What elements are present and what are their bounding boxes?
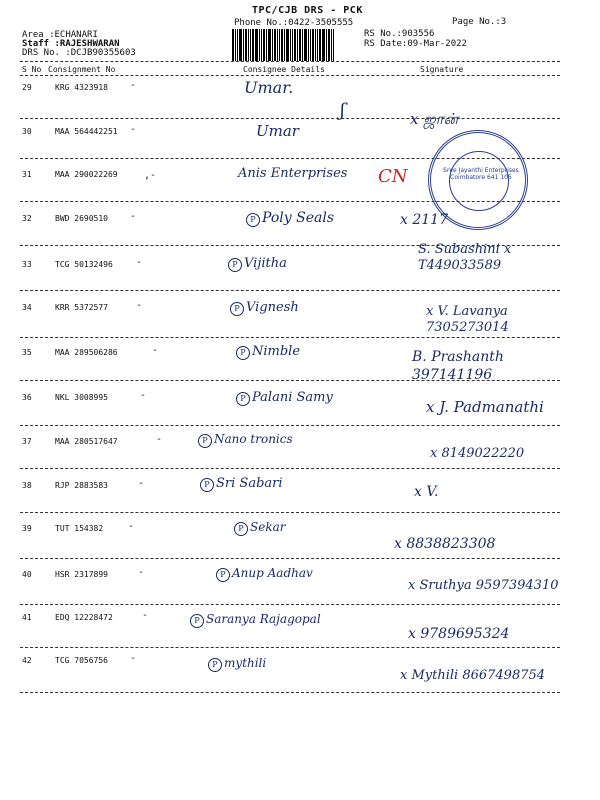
circled-p-icon: P — [236, 392, 250, 406]
phone-number: Phone No.:0422-3505555 — [234, 18, 354, 28]
row-sno: 33 — [22, 260, 32, 269]
row-rule — [20, 118, 560, 119]
header-rule-bottom — [20, 75, 560, 76]
row-consignment-no: MAA 280517647 — [55, 437, 118, 446]
barcode-bar — [312, 29, 314, 61]
barcode-bar — [232, 29, 234, 61]
row-consignee — [216, 566, 313, 582]
row-signature: CN — [378, 166, 408, 187]
barcode-bar — [322, 29, 325, 61]
row-signature: x 8838823308 — [394, 536, 496, 552]
row-consignment-no: KRR 5372577 — [55, 303, 108, 312]
row-consignee — [228, 256, 287, 272]
column-header-sno: S No — [22, 65, 42, 74]
barcode-bar — [245, 29, 247, 61]
row-consignment-no: KRG 4323918 — [55, 83, 108, 92]
circled-p-icon: P — [200, 478, 214, 492]
row-signature: x V. Lavanya 7305273014 — [426, 304, 509, 335]
row-consignee-text: Vignesh — [246, 300, 299, 315]
row-rule — [20, 337, 560, 338]
row-dash: - — [142, 610, 149, 621]
row-consignee: Umar. — [244, 78, 294, 97]
barcode-bar — [333, 29, 334, 61]
barcode-bar — [328, 29, 330, 61]
barcode-bar — [274, 29, 276, 61]
area-label: Area :ECHANARI — [22, 30, 98, 40]
row-consignee: Umar — [256, 122, 299, 140]
row-signature: x Mythili 8667498754 — [400, 668, 546, 683]
circled-p-icon: P — [236, 346, 250, 360]
barcode-bar — [281, 29, 283, 61]
row-consignee: Anis Enterprises — [238, 166, 348, 181]
barcode-bar — [286, 29, 289, 61]
column-header-consignment: Consignment No — [48, 65, 116, 74]
row-rule — [20, 647, 560, 648]
row-sno: 31 — [22, 170, 32, 179]
row-sno: 36 — [22, 393, 32, 402]
row-dash: - — [130, 124, 137, 135]
row-signature: x V. — [414, 484, 439, 500]
row-sno: 35 — [22, 348, 32, 357]
row-rule — [20, 425, 560, 426]
barcode-bar — [315, 29, 316, 61]
row-dash: ,- — [144, 170, 157, 181]
row-rule — [20, 692, 560, 693]
barcode-bar — [243, 29, 244, 61]
row-consignee-text: Nimble — [252, 344, 301, 359]
circled-p-icon: P — [190, 614, 204, 628]
barcode-bar — [248, 29, 249, 61]
row-consignment-no: HSR 2317899 — [55, 570, 108, 579]
circled-p-icon: P — [228, 258, 242, 272]
row-consignment-no: NKL 3008995 — [55, 393, 108, 402]
row-signature: x 2117 — [400, 212, 448, 228]
barcode-bar — [299, 29, 301, 61]
staff-label: Staff :RAJESHWARAN — [22, 39, 120, 49]
row-signature: x Sruthya 9597394310 — [408, 578, 559, 593]
row-consignment-no: EDQ 12228472 — [55, 613, 113, 622]
barcode-bar — [263, 29, 265, 61]
row-rule — [20, 558, 560, 559]
barcode-bar — [317, 29, 318, 61]
header-rule-top — [20, 61, 560, 62]
barcode-bar — [237, 29, 238, 61]
row-consignment-no: TCG 7056756 — [55, 656, 108, 665]
barcode-bar — [319, 29, 321, 61]
barcode-bar — [294, 29, 296, 61]
row-consignee — [236, 390, 333, 406]
row-consignment-no: MAA 564442251 — [55, 127, 118, 136]
row-sno: 40 — [22, 570, 32, 579]
row-dash: - — [136, 300, 143, 311]
rs-number: RS No.:903556 — [364, 29, 435, 39]
row-sno: 38 — [22, 481, 32, 490]
row-consignment-no: MAA 289506286 — [55, 348, 118, 357]
row-sno: 30 — [22, 127, 32, 136]
row-consignment-no: BWD 2690510 — [55, 214, 108, 223]
barcode-bar — [290, 29, 291, 61]
row-consignee-text: Anup Aadhav — [232, 566, 313, 580]
circled-p-icon: P — [230, 302, 244, 316]
circled-p-icon: P — [246, 213, 260, 227]
row-consignment-no: TUT 154382 — [55, 524, 104, 533]
barcode-bar — [235, 29, 236, 61]
page-number: Page No.:3 — [452, 17, 507, 27]
row-consignee-text: Saranya Rajagopal — [206, 612, 321, 626]
row-signature: B. Prashanth 397141196 — [412, 349, 504, 383]
row-dash: - — [156, 434, 163, 445]
circled-p-icon: P — [234, 522, 248, 536]
row-consignee — [190, 612, 321, 628]
row-dash: - — [138, 567, 145, 578]
barcode-bar — [284, 29, 285, 61]
row-rule — [20, 512, 560, 513]
barcode — [232, 29, 350, 61]
row-rule — [20, 468, 560, 469]
row-consignee-text: Palani Samy — [252, 390, 333, 405]
row-consignee — [230, 300, 299, 316]
barcode-bar — [272, 29, 273, 61]
barcode-bar — [259, 29, 260, 61]
circled-p-icon: P — [216, 568, 230, 582]
row-sno: 39 — [22, 524, 32, 533]
row-signature: x J. Padmanathi — [426, 398, 544, 416]
barcode-bar — [266, 29, 267, 61]
row-dash: - — [130, 211, 137, 222]
row-consignee-text: Sri Sabari — [216, 476, 283, 491]
barcode-bar — [261, 29, 262, 61]
barcode-bar — [279, 29, 280, 61]
row-consignee — [236, 344, 300, 360]
barcode-bar — [308, 29, 309, 61]
barcode-bar — [302, 29, 303, 61]
column-header-consignee: Consignee Details — [243, 65, 325, 74]
circled-p-icon: P — [198, 434, 212, 448]
row-sno: 32 — [22, 214, 32, 223]
rs-date: RS Date:09-Mar-2022 — [364, 39, 467, 49]
row-consignee — [208, 656, 266, 672]
barcode-bar — [310, 29, 311, 61]
barcode-bar — [304, 29, 307, 61]
row-dash: - — [128, 521, 135, 532]
row-consignment-no: MAA 290022269 — [55, 170, 118, 179]
barcode-bar — [326, 29, 327, 61]
circled-p-icon: P — [208, 658, 222, 672]
row-consignee-text: Nano tronics — [214, 432, 293, 446]
row-rule — [20, 290, 560, 291]
row-consignee-text: Vijitha — [244, 256, 287, 271]
row-signature: x ஜான் — [410, 110, 459, 128]
row-consignee-text: mythili — [224, 656, 267, 670]
row-signature: x 9789695324 — [408, 626, 510, 642]
row-dash: - — [140, 390, 147, 401]
row-sno: 29 — [22, 83, 32, 92]
row-rule — [20, 604, 560, 605]
row-sno: 34 — [22, 303, 32, 312]
barcode-bar — [277, 29, 278, 61]
row-consignee — [246, 210, 334, 227]
row-consignment-no: RJP 2883583 — [55, 481, 108, 490]
row-consignee — [200, 476, 283, 492]
barcode-bar — [252, 29, 254, 61]
row-consignee — [198, 432, 293, 448]
row-dash: - — [138, 478, 145, 489]
row-mark: ʃ — [340, 100, 345, 121]
row-signature: S. Subashini x T449033589 — [418, 242, 512, 273]
stamp-text: Sree Jayanthi Enterprises Coimbatore 641 105 — [443, 167, 519, 181]
stamp-inner-ring — [449, 151, 509, 211]
row-dash: - — [130, 653, 137, 664]
barcode-bar — [239, 29, 242, 61]
column-header-signature: Signature — [420, 65, 464, 74]
row-consignment-no: TCG 50132496 — [55, 260, 113, 269]
row-dash: - — [130, 80, 137, 91]
row-dash: - — [152, 345, 159, 356]
row-sno: 42 — [22, 656, 32, 665]
row-signature: x 8149022220 — [430, 446, 525, 461]
row-consignee-text: Poly Seals — [262, 210, 335, 226]
row-sno: 37 — [22, 437, 32, 446]
row-sno: 41 — [22, 613, 32, 622]
row-consignee-text: Sekar — [250, 520, 286, 534]
barcode-bar — [331, 29, 332, 61]
barcode-bar — [250, 29, 251, 61]
row-dash: - — [136, 257, 143, 268]
barcode-bar — [297, 29, 298, 61]
document-title: TPC/CJB DRS - PCK — [252, 5, 363, 16]
row-rule — [20, 380, 560, 381]
row-rule — [20, 201, 560, 202]
barcode-bar — [268, 29, 271, 61]
barcode-bar — [292, 29, 293, 61]
drs-number: DRS No. :DCJB90355603 — [22, 48, 136, 58]
row-consignee — [234, 520, 285, 536]
barcode-bar — [255, 29, 258, 61]
